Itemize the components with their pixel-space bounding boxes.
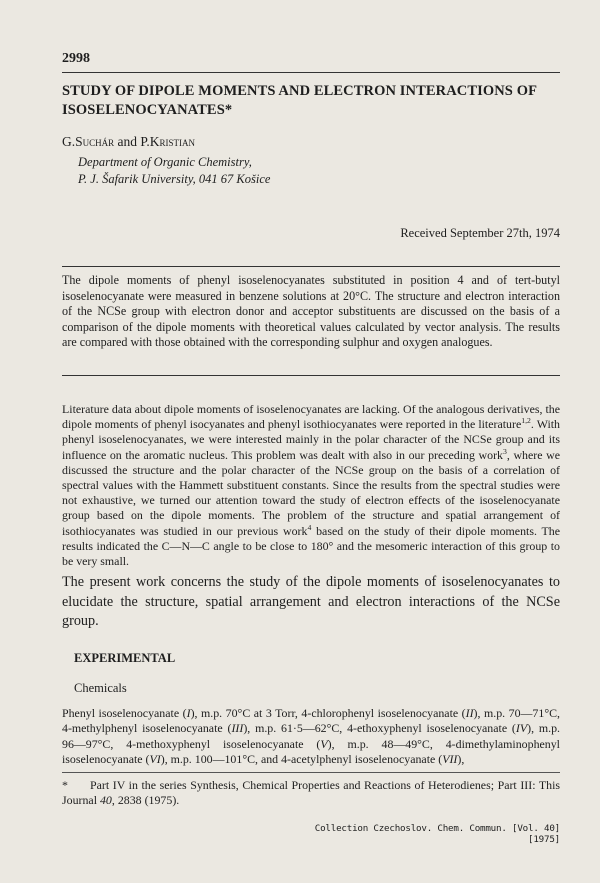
abstract-top-rule [62,266,560,267]
compound-numeral: VII [442,752,458,767]
present-work-paragraph: The present work concerns the study of the dipole moments of isoselenocyanates to elucidate the structure, spatial arrangement and electron interactions of the NCSe group. [62,574,560,629]
footnote-rule [62,772,560,773]
chem-text: ), m.p. 70—71°C, 4-methylphenyl isoselenocyanate ( [62,706,560,736]
intro-text-1: Literature data about dipole moments of isoselenocyanates are lacking. Of the analogous derivatives, the dipole moments of phenyl isocyanates and phenyl isothiocyanates were reported in the literature [62,402,560,432]
experimental-heading: EXPERIMENTAL [74,651,176,665]
chem-text: ), [457,752,465,767]
article-title: STUDY OF DIPOLE MOMENTS AND ELECTRON INTERACTIONS OF ISOSELENOCYANATES* [62,83,537,118]
citation-ref-1: 1,2 [521,416,531,426]
footnote-mark: * [62,778,68,792]
abstract: The dipole moments of phenyl isoselenocyanates substituted in position 4 and of tert-butyl isoselenocyanate were measured in benzene solutions at 20°C. The structure and electron interaction of the NCSe group with electron donor and acceptor substituents are discussed on the basis of a comparison of the dipole moments with theoretical values calculated by vector analysis. The results are compared with those obtained with the corresponding sulphur and oxygen analogues. [62,273,560,350]
author-line [62,134,195,150]
intro-text-4: based on the study of their dipole moments. The results indicated the C—N—C angle to be close to 180° and the mesomeric interaction of this group to be very small. [62,523,560,569]
received-date: Received September 27th, 1974 [400,226,560,240]
compound-numeral: VI [149,752,161,767]
intro-text-3: , where we discussed the structure and the polar character of the NCSe group on the basis of a correlation of spectral values with the Hammett substituent constants. Since the results from the spectral studies were not exhaustive, we turned our attention toward the study of electron effects of the isoselenocyanate group based on the dipole moments. The problem of the structure and spatial arrangement of isothiocyanates was studied in our previous work [62,447,560,538]
citation-ref-3: 4 [307,522,312,532]
compound-numeral: IV [515,721,528,736]
page-number: 2998 [62,51,90,66]
compound-numeral: II [465,706,474,720]
compound-numeral: III [231,721,244,736]
chem-text: ), m.p. 96—97°C, 4-methoxyphenyl isoselenocyanate ( [62,721,560,751]
footnote-text-1: Part IV in the series Synthesis, Chemical Properties and Reactions of Heterodienes; Part III: This Journal [62,778,560,808]
abstract-bottom-rule [62,375,560,376]
chemicals-paragraph [62,706,560,768]
footnote [62,778,560,809]
author1-initial: G. [62,134,76,149]
author2-initial: P. [140,134,150,149]
author1-surname: Suchár [75,134,115,149]
footnote-volume: 40 [99,793,112,808]
introduction-paragraph [62,402,560,569]
intro-text-2: . With phenyl isoselenocyanates, we were interested mainly in the polar character of the NCSe group and its influence on the aromatic nucleus. This problem was dealt with also in our preceding work [62,417,560,462]
chem-text: ), m.p. 100—101°C, and 4-acetylphenyl isoselenocyanate ( [160,752,443,767]
chem-text: ), m.p. 48—49°C, 4-dimethylaminophenyl isoselenocyanate ( [62,736,560,767]
affiliation [78,154,270,188]
compound-numeral: I [186,706,191,720]
author2-surname: Kristian [149,134,196,149]
footnote-text-2: , 2838 (1975). [111,793,180,808]
running-footer: Collection Czechoslov. Chem. Commun. [Vol. 40] [1975] [314,823,560,845]
chem-text: Phenyl isoselenocyanate ( [62,706,187,720]
chem-text: ), m.p. 61·5—62°C, 4-ethoxyphenyl isoselenocyanate ( [243,721,516,736]
compound-numeral: V [320,736,328,751]
chem-text: ), m.p. 70°C at 3 Torr, 4-chlorophenyl isoselenocyanate ( [190,706,466,720]
author-connector: and [114,134,141,149]
affiliation-line-1: Department of Organic Chemistry, [78,155,252,169]
header-rule [62,72,560,73]
affiliation-line-2: P. J. Šafarik University, 041 67 Košice [78,172,271,186]
citation-ref-2: 3 [503,446,507,456]
chemicals-heading: Chemicals [74,681,127,695]
